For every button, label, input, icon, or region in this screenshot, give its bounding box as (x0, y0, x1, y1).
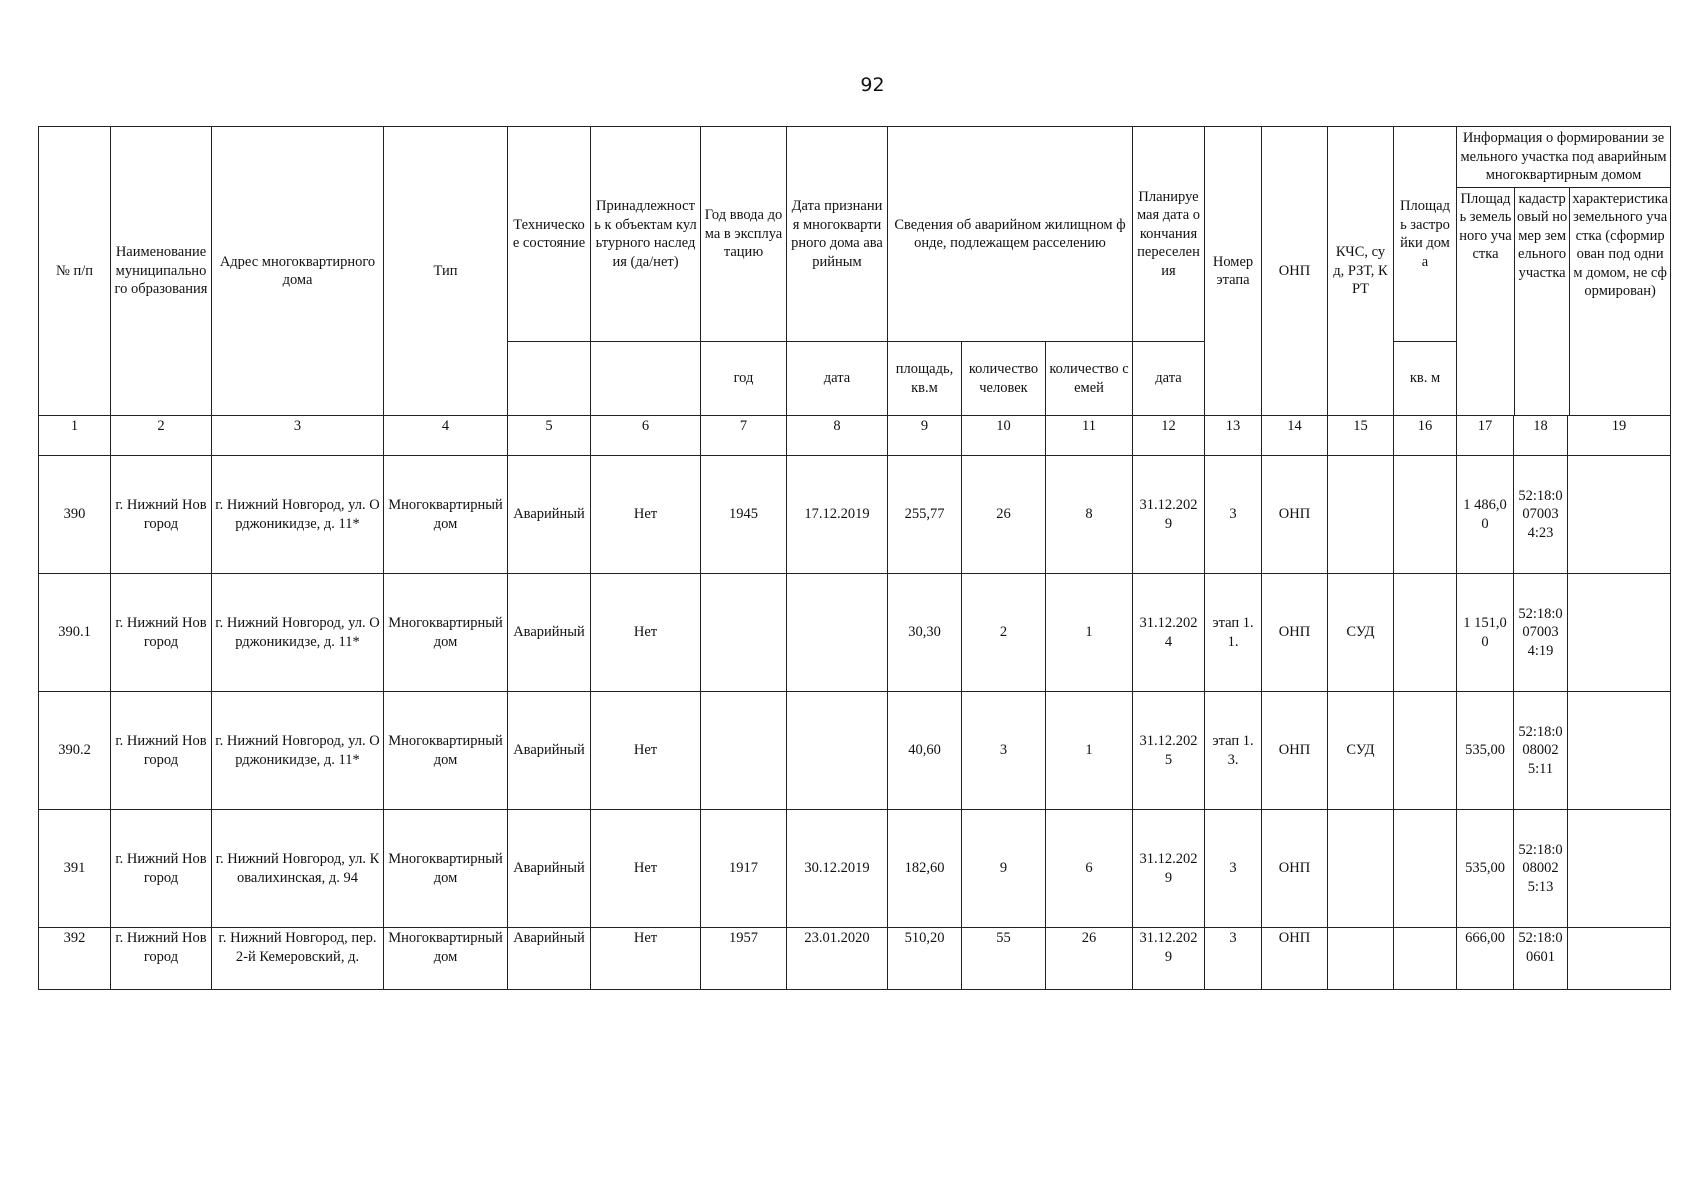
cadastral-cell: 52:18:0080025:11 (1514, 692, 1568, 810)
cadastral-cell: 52:18:0080025:13 (1514, 810, 1568, 928)
address-cell: г. Нижний Новгород, пер. 2-й Кемеровский, д. (212, 928, 384, 990)
end-date-cell: 31.12.2029 (1133, 928, 1205, 990)
municipality-cell: г. Нижний Новгород (111, 456, 212, 574)
column-number: 1 (39, 416, 111, 456)
area-cell: 255,77 (888, 456, 962, 574)
area-cell: 510,20 (888, 928, 962, 990)
families-cell: 6 (1046, 810, 1133, 928)
address-cell: г. Нижний Новгород, ул. Ковалихинская, д. 94 (212, 810, 384, 928)
subheader-year: год (701, 342, 787, 416)
header-type: Тип (384, 127, 508, 416)
area-cell: 40,60 (888, 692, 962, 810)
state-cell: Аварийный (508, 928, 591, 990)
header-onp: ОНП (1262, 127, 1328, 416)
column-number: 11 (1046, 416, 1133, 456)
column-number: 17 (1457, 416, 1514, 456)
column-number: 14 (1262, 416, 1328, 456)
area-cell: 30,30 (888, 574, 962, 692)
type-cell: Многоквартирный дом (384, 456, 508, 574)
municipality-cell: г. Нижний Новгород (111, 574, 212, 692)
row-number: 390 (39, 456, 111, 574)
address-cell: г. Нижний Новгород, ул. Орджоникидзе, д. 11* (212, 692, 384, 810)
stage-cell: этап 1.3. (1205, 692, 1262, 810)
cadastral-cell: 52:18:0070034:19 (1514, 574, 1568, 692)
type-cell: Многоквартирный дом (384, 692, 508, 810)
heritage-cell: Нет (591, 456, 701, 574)
subheader-people: количество человек (962, 342, 1046, 416)
state-cell: Аварийный (508, 456, 591, 574)
table-row (39, 810, 1671, 928)
onp-cell: ОНП (1262, 810, 1328, 928)
families-cell: 26 (1046, 928, 1133, 990)
built-area-cell (1394, 574, 1457, 692)
state-cell: Аварийный (508, 692, 591, 810)
type-cell: Многоквартирный дом (384, 810, 508, 928)
kchs-cell (1328, 928, 1394, 990)
header-municipality: Наименование муниципального образования (111, 127, 212, 416)
onp-cell: ОНП (1262, 928, 1328, 990)
year-cell: 1945 (701, 456, 787, 574)
header-housing-info: Сведения об аварийном жилищном фонде, подлежащем расселению (888, 127, 1133, 342)
land-char-cell (1568, 810, 1671, 928)
header-recognition-date: Дата признания многоквартирного дома аварийным (787, 127, 888, 342)
column-number-row (39, 416, 1671, 456)
land-char-cell (1568, 928, 1671, 990)
header-land-char: характеристика земельного участка (сформирован под одним домом, не сформирован) (1572, 190, 1668, 299)
column-number: 13 (1205, 416, 1262, 456)
header-tech-state: Техническое состояние (508, 127, 591, 342)
header-planned-date: Планируемая дата окончания переселения (1133, 127, 1205, 342)
column-number: 12 (1133, 416, 1205, 456)
kchs-cell (1328, 456, 1394, 574)
cadastral-cell: 52:18:0070034:23 (1514, 456, 1568, 574)
column-number: 16 (1394, 416, 1457, 456)
header-stage: Номер этапа (1205, 127, 1262, 416)
address-cell: г. Нижний Новгород, ул. Орджоникидзе, д. 11* (212, 456, 384, 574)
stage-cell: 3 (1205, 456, 1262, 574)
year-cell: 1917 (701, 810, 787, 928)
column-number: 8 (787, 416, 888, 456)
column-number: 18 (1514, 416, 1568, 456)
row-number: 391 (39, 810, 111, 928)
onp-cell: ОНП (1262, 574, 1328, 692)
people-cell: 3 (962, 692, 1046, 810)
column-number: 2 (111, 416, 212, 456)
table-row (39, 574, 1671, 692)
municipality-cell: г. Нижний Новгород (111, 692, 212, 810)
recognition-date-cell: 30.12.2019 (787, 810, 888, 928)
built-area-cell (1394, 928, 1457, 990)
onp-cell: ОНП (1262, 692, 1328, 810)
built-area-cell (1394, 456, 1457, 574)
kchs-cell: СУД (1328, 574, 1394, 692)
kchs-cell (1328, 810, 1394, 928)
heritage-cell: Нет (591, 692, 701, 810)
land-info-title: Информация о формировании земельного участка под аварийным многоквартирным домом (1457, 127, 1670, 188)
column-number: 7 (701, 416, 787, 456)
families-cell: 1 (1046, 692, 1133, 810)
recognition-date-cell (787, 574, 888, 692)
people-cell: 9 (962, 810, 1046, 928)
state-cell: Аварийный (508, 574, 591, 692)
land-char-cell (1568, 692, 1671, 810)
address-cell: г. Нижний Новгород, ул. Орджоникидзе, д. 11* (212, 574, 384, 692)
subheader-built-area: кв. м (1394, 342, 1457, 416)
recognition-date-cell (787, 692, 888, 810)
table-row (39, 456, 1671, 574)
municipality-cell: г. Нижний Новгород (111, 928, 212, 990)
land-area-cell: 535,00 (1457, 810, 1514, 928)
header-cadastral: кадастровый номер земельного участка (1515, 188, 1570, 416)
row-number: 392 (39, 928, 111, 990)
stage-cell: 3 (1205, 810, 1262, 928)
column-number: 4 (384, 416, 508, 456)
column-number: 9 (888, 416, 962, 456)
header-tech-state-sub (508, 342, 591, 416)
land-area-cell: 1 151,00 (1457, 574, 1514, 692)
families-cell: 1 (1046, 574, 1133, 692)
page-number: 92 (860, 74, 885, 96)
emergency-housing-table (38, 126, 1671, 990)
column-number: 15 (1328, 416, 1394, 456)
families-cell: 8 (1046, 456, 1133, 574)
year-cell (701, 574, 787, 692)
kchs-cell: СУД (1328, 692, 1394, 810)
row-number: 390.1 (39, 574, 111, 692)
type-cell: Многоквартирный дом (384, 574, 508, 692)
land-char-cell (1568, 574, 1671, 692)
column-number: 5 (508, 416, 591, 456)
end-date-cell: 31.12.2029 (1133, 456, 1205, 574)
header-num: № п/п (39, 127, 111, 416)
land-area-cell: 1 486,00 (1457, 456, 1514, 574)
header-kchs: КЧС, суд, РЗТ, КРТ (1328, 127, 1394, 416)
municipality-cell: г. Нижний Новгород (111, 810, 212, 928)
people-cell: 26 (962, 456, 1046, 574)
type-cell: Многоквартирный дом (384, 928, 508, 990)
column-number: 19 (1568, 416, 1671, 456)
row-number: 390.2 (39, 692, 111, 810)
area-cell: 182,60 (888, 810, 962, 928)
land-char-cell (1568, 456, 1671, 574)
header-year: Год ввода дома в эксплуатацию (701, 127, 787, 342)
header-heritage-sub (591, 342, 701, 416)
onp-cell: ОНП (1262, 456, 1328, 574)
heritage-cell: Нет (591, 810, 701, 928)
header-address: Адрес многоквартирного дома (212, 127, 384, 416)
land-area-cell: 535,00 (1457, 692, 1514, 810)
header-land-area: Площадь земельного участка (1457, 188, 1515, 416)
header-heritage: Принадлежность к объектам культурного наследия (да/нет) (591, 127, 701, 342)
state-cell: Аварийный (508, 810, 591, 928)
column-number: 6 (591, 416, 701, 456)
stage-cell: 3 (1205, 928, 1262, 990)
column-number: 10 (962, 416, 1046, 456)
heritage-cell: Нет (591, 574, 701, 692)
end-date-cell: 31.12.2029 (1133, 810, 1205, 928)
built-area-cell (1394, 692, 1457, 810)
subheader-families: количество семей (1046, 342, 1133, 416)
year-cell: 1957 (701, 928, 787, 990)
stage-cell: этап 1.1. (1205, 574, 1262, 692)
built-area-cell (1394, 810, 1457, 928)
column-number: 3 (212, 416, 384, 456)
subheader-date: дата (787, 342, 888, 416)
subheader-area: площадь, кв.м (888, 342, 962, 416)
people-cell: 2 (962, 574, 1046, 692)
header-built-area: Площадь застройки дома (1394, 127, 1457, 342)
heritage-cell: Нет (591, 928, 701, 990)
year-cell (701, 692, 787, 810)
recognition-date-cell: 17.12.2019 (787, 456, 888, 574)
people-cell: 55 (962, 928, 1046, 990)
table-row (39, 692, 1671, 810)
end-date-cell: 31.12.2025 (1133, 692, 1205, 810)
subheader-end-date: дата (1133, 342, 1205, 416)
land-area-cell: 666,00 (1457, 928, 1514, 990)
end-date-cell: 31.12.2024 (1133, 574, 1205, 692)
table-row (39, 928, 1671, 990)
recognition-date-cell: 23.01.2020 (787, 928, 888, 990)
header-land-info (1457, 127, 1671, 416)
cadastral-cell: 52:18:00601 (1514, 928, 1568, 990)
